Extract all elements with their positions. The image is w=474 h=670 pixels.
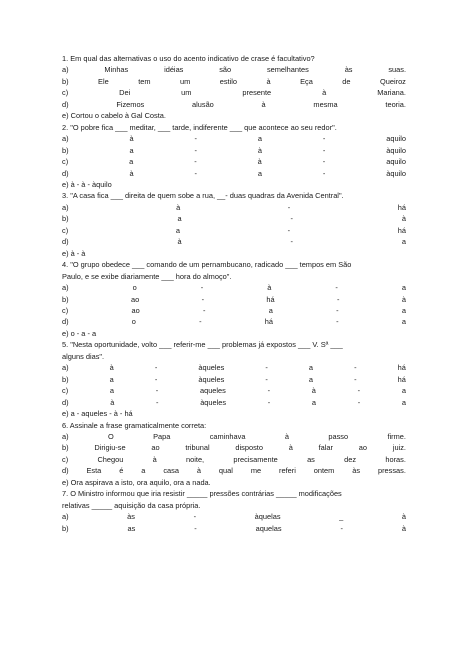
- answer-option: [62, 385, 406, 396]
- question-block: [62, 420, 406, 489]
- option-word: àquilo: [386, 145, 406, 155]
- option-word: -: [267, 386, 271, 396]
- answer-option: [62, 454, 406, 465]
- option-word: o: [131, 317, 136, 327]
- option-word: aquilo: [386, 157, 406, 167]
- option-word: aquelas: [255, 523, 282, 533]
- option-letter: a): [62, 283, 69, 293]
- option-word: semelhantes: [266, 65, 309, 75]
- answer-option-e: e) o - a - a: [62, 328, 97, 338]
- option-word: à: [401, 294, 406, 304]
- option-word: à: [129, 168, 134, 178]
- option-word: a: [109, 374, 114, 384]
- option-word: à: [267, 283, 272, 293]
- option-word: à: [110, 397, 115, 407]
- option-letter: d): [62, 317, 69, 327]
- option-word: disposto: [235, 443, 263, 453]
- option-word: -: [265, 374, 268, 384]
- option-word: Fizemos: [116, 99, 145, 109]
- answer-option: [62, 362, 406, 373]
- option-word: a: [308, 374, 314, 384]
- option-letter: a): [62, 363, 69, 373]
- option-word: -: [287, 225, 291, 235]
- answer-option: [62, 316, 406, 327]
- answer-option: [62, 374, 406, 385]
- option-word: -: [290, 214, 293, 224]
- option-letter: c): [62, 157, 69, 167]
- option-letter: d): [62, 99, 69, 109]
- question-block: [62, 53, 406, 122]
- option-word: -: [354, 363, 357, 373]
- answer-option: [62, 213, 406, 224]
- option-word: à: [266, 76, 271, 86]
- option-word: passo: [328, 431, 349, 441]
- option-word: dez: [344, 454, 357, 464]
- option-word: me: [250, 466, 262, 476]
- answer-option: [62, 465, 406, 476]
- option-word: qual: [218, 466, 233, 476]
- option-word: -: [337, 294, 340, 304]
- answer-option: [62, 76, 406, 87]
- option-word: há: [264, 317, 273, 327]
- option-word: a: [308, 363, 314, 373]
- option-word: -: [154, 374, 158, 384]
- option-letter: b): [62, 523, 69, 533]
- option-word: -: [199, 317, 202, 327]
- option-word: a: [177, 214, 182, 224]
- option-word: a: [401, 237, 406, 247]
- option-word: ontem: [313, 466, 335, 476]
- option-word: precisamente: [233, 454, 278, 464]
- option-letter: a): [62, 134, 69, 144]
- option-word: -: [193, 512, 197, 522]
- option-word: à: [129, 134, 134, 144]
- option-word: às: [127, 512, 135, 522]
- option-word: -: [194, 168, 197, 178]
- option-word: àquilo: [386, 168, 406, 178]
- option-letter: b): [62, 443, 69, 453]
- option-word: -: [357, 386, 361, 396]
- answer-option-e: e) à - à: [62, 248, 86, 258]
- option-word: à: [311, 386, 316, 396]
- option-word: tem: [138, 76, 151, 86]
- option-letter: c): [62, 225, 69, 235]
- option-word: a: [311, 397, 317, 407]
- option-word: à: [257, 157, 262, 167]
- option-word: -: [267, 397, 271, 407]
- option-word: -: [336, 305, 339, 315]
- option-word: àqueles: [200, 397, 227, 407]
- answer-option: [62, 397, 406, 408]
- option-word: Chegou: [97, 454, 124, 464]
- answer-option: [62, 225, 406, 236]
- option-word: a: [257, 134, 262, 144]
- option-word: é: [119, 466, 124, 476]
- option-letter: c): [62, 305, 69, 315]
- option-word: teoria.: [385, 99, 406, 109]
- option-word: -: [202, 305, 206, 315]
- question-stem: 4. "O grupo obedece ___ comando de um pernambucano, radicado ___ tempos em São: [62, 260, 352, 270]
- option-word: às: [344, 65, 353, 75]
- option-word: firme.: [387, 431, 406, 441]
- answer-option: [62, 431, 406, 442]
- option-word: -: [287, 202, 291, 212]
- answer-option: [62, 202, 406, 213]
- option-word: àqueles: [198, 374, 225, 384]
- option-word: há: [397, 374, 406, 384]
- option-word: à: [196, 466, 201, 476]
- question-stem: 2. "O pobre fica ___ meditar, ___ tarde, indiferente ___ que acontece ao seu redor".: [62, 122, 337, 132]
- option-word: -: [194, 145, 197, 155]
- option-word: -: [354, 374, 357, 384]
- option-word: suas.: [388, 65, 406, 75]
- option-word: -: [194, 134, 197, 144]
- option-word: horas.: [385, 454, 406, 464]
- question-stem: 6. Assinale a frase gramaticalmente correta:: [62, 420, 207, 430]
- option-word: falar: [318, 443, 334, 453]
- option-word: -: [194, 157, 197, 167]
- option-word: a: [257, 168, 262, 178]
- option-word: a: [175, 225, 180, 235]
- option-letter: b): [62, 145, 69, 155]
- option-word: aquilo: [386, 134, 406, 144]
- option-word: -: [194, 523, 197, 533]
- option-word: a: [268, 305, 273, 315]
- option-word: a: [401, 283, 406, 293]
- answer-option: [62, 511, 406, 522]
- option-word: de: [342, 76, 351, 86]
- question-stem: alguns dias".: [62, 351, 105, 361]
- option-word: -: [155, 386, 159, 396]
- answer-option: [62, 442, 406, 453]
- option-word: há: [397, 225, 406, 235]
- option-word: ao: [358, 443, 368, 453]
- answer-option: [62, 294, 406, 305]
- answer-option-e: e) a - aqueles - à - há: [62, 409, 133, 419]
- answer-option: [62, 305, 406, 316]
- option-word: ao: [131, 305, 140, 315]
- option-word: à: [322, 88, 327, 98]
- option-word: à: [176, 202, 181, 212]
- option-word: caminhava: [209, 431, 246, 441]
- question-stem: Paulo, e se exibe diariamente ___ hora do almoço".: [62, 271, 232, 281]
- question-block: [62, 339, 406, 419]
- option-word: um: [181, 88, 192, 98]
- option-word: presente: [242, 88, 272, 98]
- option-word: a: [129, 145, 134, 155]
- option-word: -: [322, 168, 326, 178]
- option-letter: d): [62, 397, 69, 407]
- option-word: -: [357, 397, 361, 407]
- option-word: tribunal: [185, 443, 210, 453]
- option-word: O: [107, 431, 114, 441]
- option-word: -: [322, 145, 326, 155]
- question-stem: 7. O Ministro informou que iria resistir _____ pressões contrárias _____ modificações: [62, 489, 342, 499]
- question-stem: 1. Em qual das alternativas o uso do acento indicativo de crase é facultativo?: [62, 54, 315, 63]
- question-block: [62, 122, 406, 191]
- option-word: idéias: [164, 65, 184, 75]
- option-word: à: [261, 99, 266, 109]
- option-letter: d): [62, 168, 69, 178]
- option-letter: b): [62, 374, 69, 384]
- option-word: Papa: [153, 431, 171, 441]
- option-word: Esta: [86, 466, 102, 476]
- option-word: ao: [151, 443, 160, 453]
- option-word: pressas.: [377, 466, 406, 476]
- option-word: à: [257, 145, 262, 155]
- option-word: Mariana.: [377, 88, 406, 98]
- document-page: [62, 53, 406, 534]
- answer-option: [62, 156, 406, 167]
- option-letter: a): [62, 431, 69, 441]
- answer-option-e: e) Cortou o cabelo à Gal Costa.: [62, 111, 166, 121]
- option-word: à: [177, 237, 182, 247]
- option-word: à: [288, 443, 293, 453]
- option-word: aqueles: [199, 386, 226, 396]
- option-word: a: [141, 466, 146, 476]
- answer-option-e: e) à - à - àquilo: [62, 179, 112, 189]
- option-word: -: [201, 294, 205, 304]
- option-letter: c): [62, 88, 69, 98]
- option-word: àquelas: [254, 512, 281, 522]
- option-letter: c): [62, 454, 69, 464]
- option-word: -: [290, 237, 293, 247]
- option-word: -: [340, 523, 343, 533]
- question-stem: 3. "A casa fica ___ direita de quem sobe a rua, __- duas quadras da Avenida Central".: [62, 191, 344, 201]
- option-word: -: [335, 283, 338, 293]
- option-word: à: [401, 512, 406, 522]
- option-word: um: [180, 76, 191, 86]
- option-word: à: [401, 523, 406, 533]
- answer-option-e: e) Ora aspirava a isto, ora aquilo, ora a nada.: [62, 477, 211, 487]
- option-word: a: [401, 305, 406, 315]
- option-word: Ele: [98, 76, 109, 86]
- option-word: -: [322, 157, 326, 167]
- option-word: à: [284, 431, 289, 441]
- option-word: referi: [279, 466, 296, 476]
- option-word: casa: [163, 466, 179, 476]
- option-letter: a): [62, 512, 69, 522]
- question-block: [62, 259, 406, 339]
- answer-option: [62, 64, 406, 75]
- answer-option: [62, 168, 406, 179]
- option-letter: b): [62, 214, 69, 224]
- option-word: -: [336, 317, 339, 327]
- option-word: alusão: [192, 99, 214, 109]
- option-word: noite,: [186, 454, 205, 464]
- option-word: -: [322, 134, 326, 144]
- answer-option: [62, 87, 406, 98]
- option-letter: d): [62, 237, 69, 247]
- option-letter: b): [62, 76, 69, 86]
- option-letter: c): [62, 386, 69, 396]
- option-word: há: [397, 202, 406, 212]
- question-stem: 5. "Nesta oportunidade, volto ___ referir-me ___ problemas já expostos ___ V. Sª ___: [62, 340, 343, 350]
- answer-option: [62, 145, 406, 156]
- option-word: Dei: [119, 88, 131, 98]
- option-word: há: [266, 294, 275, 304]
- option-word: há: [397, 363, 406, 373]
- option-word: Minhas: [104, 65, 129, 75]
- option-word: o: [132, 283, 137, 293]
- option-word: mesma: [313, 99, 338, 109]
- option-word: Dirigiu-se: [94, 443, 126, 453]
- option-word: a: [401, 317, 406, 327]
- option-letter: a): [62, 202, 69, 212]
- option-word: as: [127, 523, 136, 533]
- answer-option: [62, 282, 406, 293]
- option-word: Eça: [300, 76, 313, 86]
- option-letter: b): [62, 294, 69, 304]
- option-word: a: [401, 386, 406, 396]
- option-word: -: [154, 363, 158, 373]
- option-word: ao: [130, 294, 140, 304]
- option-word: as: [307, 454, 315, 464]
- option-word: juiz.: [392, 443, 406, 453]
- question-block: [62, 190, 406, 259]
- option-word: -: [265, 363, 268, 373]
- option-word: estilo: [219, 76, 238, 86]
- option-word: à: [109, 363, 114, 373]
- option-word: são: [219, 65, 232, 75]
- option-word: a: [401, 397, 406, 407]
- option-word: às: [352, 466, 361, 476]
- question-stem: relativas _____ aquisição da casa própria.: [62, 500, 201, 510]
- answer-option: [62, 133, 406, 144]
- option-word: à: [401, 214, 406, 224]
- option-letter: a): [62, 65, 69, 75]
- option-word: a: [109, 386, 115, 396]
- option-word: àqueles: [198, 363, 225, 373]
- option-letter: d): [62, 466, 69, 476]
- option-word: a: [129, 157, 134, 167]
- option-word: à: [152, 454, 157, 464]
- option-word: -: [156, 397, 159, 407]
- question-block: [62, 488, 406, 534]
- answer-option: [62, 523, 406, 534]
- answer-option: [62, 99, 406, 110]
- option-word: _: [339, 512, 344, 522]
- answer-option: [62, 236, 406, 247]
- option-word: -: [200, 283, 204, 293]
- option-word: Queiroz: [380, 76, 406, 86]
